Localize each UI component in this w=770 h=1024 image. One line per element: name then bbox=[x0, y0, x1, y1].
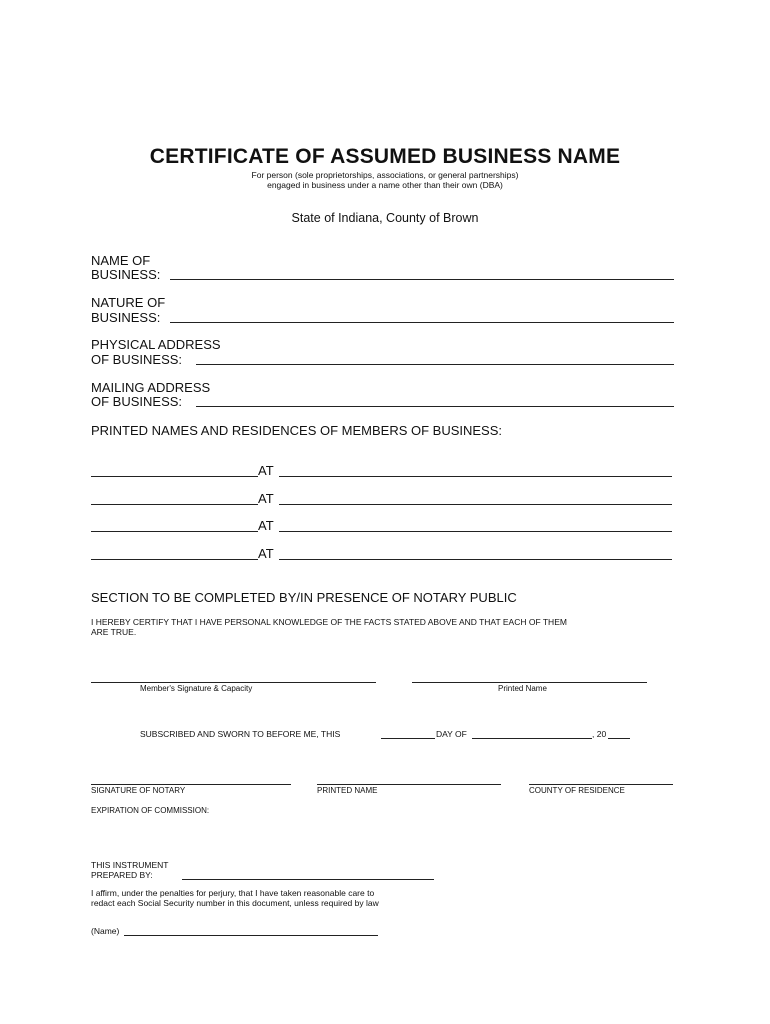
notary-signature-field[interactable] bbox=[91, 784, 291, 785]
notary-signature-caption: SIGNATURE OF NOTARY bbox=[91, 786, 186, 795]
mailing-address-label-1: MAILING ADDRESS bbox=[91, 380, 211, 395]
mailing-address-label-2: OF BUSINESS: bbox=[91, 394, 183, 409]
certify-statement-line-2: ARE TRUE. bbox=[91, 627, 137, 637]
county-of-residence-caption: COUNTY OF RESIDENCE bbox=[529, 786, 625, 795]
member-residence-field-4[interactable] bbox=[279, 559, 672, 560]
nature-of-business-label-1: NATURE OF bbox=[91, 295, 166, 310]
member-name-field-2[interactable] bbox=[91, 504, 258, 505]
affirmant-name-field[interactable] bbox=[124, 935, 378, 936]
member-residence-field-1[interactable] bbox=[279, 476, 672, 477]
document-subtitle-line-1: For person (sole proprietorships, associations, or general partnerships) bbox=[251, 170, 519, 180]
prepared-by-label-1: THIS INSTRUMENT bbox=[91, 860, 169, 870]
physical-address-label-1: PHYSICAL ADDRESS bbox=[91, 337, 221, 352]
notary-printed-name-field[interactable] bbox=[317, 784, 501, 785]
member-name-field-4[interactable] bbox=[91, 559, 258, 560]
sworn-year-field[interactable] bbox=[608, 738, 630, 739]
prepared-by-label-2: PREPARED BY: bbox=[91, 870, 153, 880]
member-at-label-2: AT bbox=[258, 491, 274, 506]
name-of-business-label-2: BUSINESS: bbox=[91, 267, 161, 282]
sworn-month-field[interactable] bbox=[472, 738, 592, 739]
name-of-business-field[interactable] bbox=[170, 279, 674, 280]
printed-name-caption: Printed Name bbox=[498, 684, 547, 693]
nature-of-business-label-2: BUSINESS: bbox=[91, 310, 161, 325]
sworn-statement-text: SUBSCRIBED AND SWORN TO BEFORE ME, THIS bbox=[140, 729, 341, 739]
affirmation-line-1: I affirm, under the penalties for perjury, that I have taken reasonable care to bbox=[91, 888, 375, 898]
document-subtitle-line-2: engaged in business under a name other than their own (DBA) bbox=[267, 180, 503, 190]
notary-section-heading: SECTION TO BE COMPLETED BY/IN PRESENCE OF NOTARY PUBLIC bbox=[91, 590, 517, 605]
mailing-address-field[interactable] bbox=[196, 406, 674, 407]
member-at-label-4: AT bbox=[258, 546, 274, 561]
physical-address-label-2: OF BUSINESS: bbox=[91, 352, 183, 367]
name-of-business-label-1: NAME OF bbox=[91, 253, 151, 268]
expiration-of-commission-label: EXPIRATION OF COMMISSION: bbox=[91, 806, 210, 815]
notary-county-field[interactable] bbox=[529, 784, 673, 785]
member-signature-caption: Member's Signature & Capacity bbox=[140, 684, 253, 693]
member-name-field-1[interactable] bbox=[91, 476, 258, 477]
affirmation-line-2: redact each Social Security number in this document, unless required by law bbox=[91, 898, 379, 908]
member-at-label-3: AT bbox=[258, 518, 274, 533]
state-county-line: State of Indiana, County of Brown bbox=[291, 211, 479, 225]
affirmant-name-label: (Name) bbox=[91, 926, 120, 936]
sworn-day-of-label: DAY OF bbox=[436, 729, 467, 739]
notary-printed-name-caption: PRINTED NAME bbox=[317, 786, 378, 795]
document-title: CERTIFICATE OF ASSUMED BUSINESS NAME bbox=[149, 145, 621, 168]
member-printed-name-field[interactable] bbox=[412, 682, 647, 683]
member-residence-field-3[interactable] bbox=[279, 531, 672, 532]
physical-address-field[interactable] bbox=[196, 364, 674, 365]
sworn-day-field[interactable] bbox=[381, 738, 435, 739]
prepared-by-field[interactable] bbox=[182, 879, 434, 880]
nature-of-business-field[interactable] bbox=[170, 322, 674, 323]
member-at-label-1: AT bbox=[258, 463, 274, 478]
members-heading: PRINTED NAMES AND RESIDENCES OF MEMBERS OF BUSINESS: bbox=[91, 423, 503, 438]
member-signature-field[interactable] bbox=[91, 682, 376, 683]
certify-statement-line-1: I HEREBY CERTIFY THAT I HAVE PERSONAL KNOWLEDGE OF THE FACTS STATED ABOVE AND THAT EACH OF THEM bbox=[91, 617, 567, 627]
sworn-year-prefix: , 20 bbox=[592, 729, 607, 739]
member-name-field-3[interactable] bbox=[91, 531, 258, 532]
member-residence-field-2[interactable] bbox=[279, 504, 672, 505]
